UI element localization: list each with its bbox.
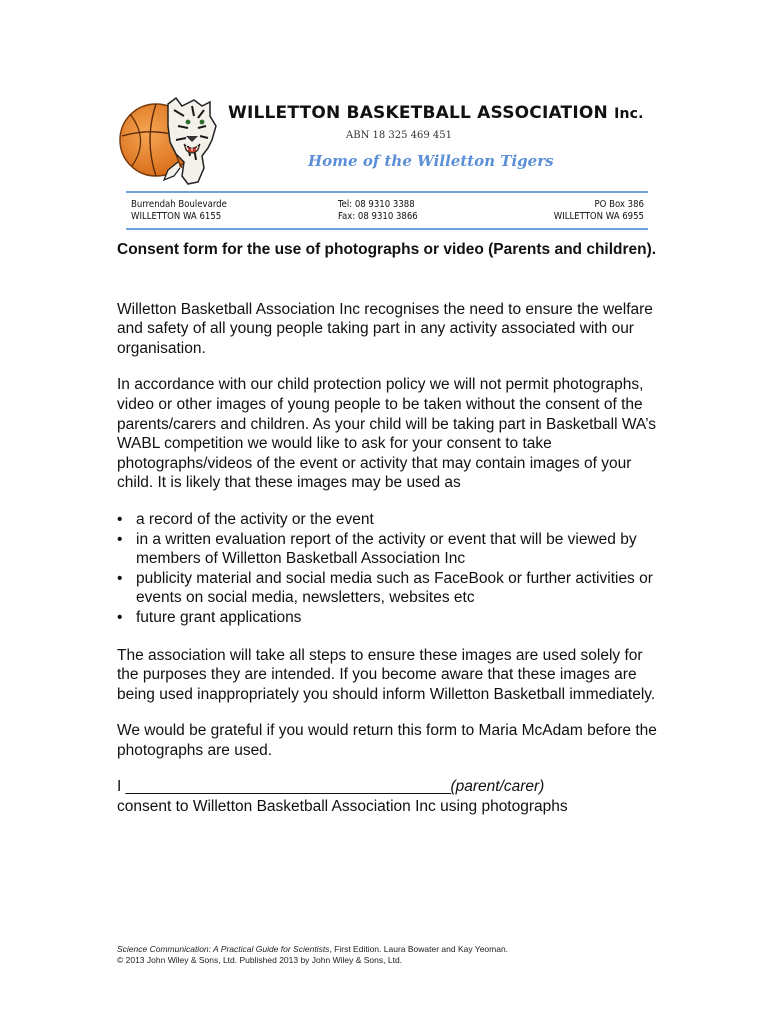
telephone-number: Tel: 08 9310 3388 [338, 199, 415, 210]
consent-signature-line [117, 777, 657, 816]
header-rule-top [126, 191, 648, 193]
organisation-name [228, 103, 644, 123]
book-title: Science Communication: A Practical Guide for Scientists [117, 944, 330, 954]
consent-continuation: consent to Willetton Basketball Association Inc using photographs [117, 798, 568, 816]
document-body [117, 240, 657, 817]
organisation-suffix: Inc. [614, 106, 644, 122]
parent-name-field[interactable]: ________________________________________ [125, 778, 451, 796]
street-address [131, 199, 227, 223]
list-item-text: future grant applications [136, 608, 302, 626]
postal-address [541, 199, 644, 223]
return-form-paragraph: We would be grateful if you would return this form to Maria McAdam before the photographs are used. [117, 722, 657, 759]
abn-number: ABN 18 325 469 451 [346, 130, 453, 141]
organisation-name-text: WILLETTON BASKETBALL ASSOCIATION [228, 103, 608, 123]
safeguard-paragraph: The association will take all steps to ensure these images are used solely for the purposes they are intended. If you become aware that these images are being used inappropriately you should inform Willetton Basketball immediately. [117, 646, 656, 703]
tagline: Home of the Willetton Tigers [308, 152, 554, 170]
copyright-text: © 2013 John Wiley & Sons, Ltd. Published 2013 by John Wiley & Sons, Ltd. [117, 955, 403, 965]
list-item [117, 530, 657, 569]
document-title: Consent form for the use of photographs or video (Parents and children). [117, 241, 657, 258]
list-item [117, 510, 657, 530]
header-rule-bottom [126, 228, 648, 230]
page-footer [117, 944, 508, 966]
list-item-text: a record of the activity or the event [136, 510, 374, 528]
bullet-icon: • [117, 569, 123, 587]
usage-list [117, 510, 657, 628]
list-item [117, 608, 657, 628]
postal-address-line: WILLETTON WA 6955 [553, 211, 644, 222]
intro-paragraph: Willetton Basketball Association Inc recognises the need to ensure the welfare and safety of all young people taking part in any activity associated with our organisation. [117, 300, 653, 357]
bullet-icon: • [117, 530, 123, 548]
bullet-icon: • [117, 510, 123, 528]
list-item-text: publicity material and social media such as FaceBook or further activities or events on social media, newsletters, websites etc [136, 569, 653, 607]
bullet-icon: • [117, 608, 123, 626]
postal-address-line: PO Box 386 [594, 199, 644, 210]
citation-text: , First Edition. Laura Bowater and Kay Yeoman. [329, 944, 509, 954]
street-address-line: Burrendah Boulevarde [131, 199, 227, 210]
consent-prefix: I [117, 778, 122, 796]
list-item-text: in a written evaluation report of the activity or event that will be viewed by members of Willetton Basketball Association Inc [136, 530, 637, 568]
policy-paragraph: In accordance with our child protection policy we will not permit photographs, video or other images of young people to be taken without the consent of the parents/carers and children. As your child will be taking part in Basketball WA’s WABL competition we would like to ask for your consent to take photographs/videos of the event or activity that may contain images of your child. It is likely that these images may be used as [117, 376, 657, 492]
phone-fax [338, 199, 418, 223]
street-address-line: WILLETTON WA 6155 [131, 211, 222, 222]
tiger-basketball-logo-icon [118, 96, 222, 188]
fax-number: Fax: 08 9310 3866 [338, 211, 418, 222]
parent-carer-label: (parent/carer) [450, 778, 545, 796]
list-item [117, 569, 657, 608]
